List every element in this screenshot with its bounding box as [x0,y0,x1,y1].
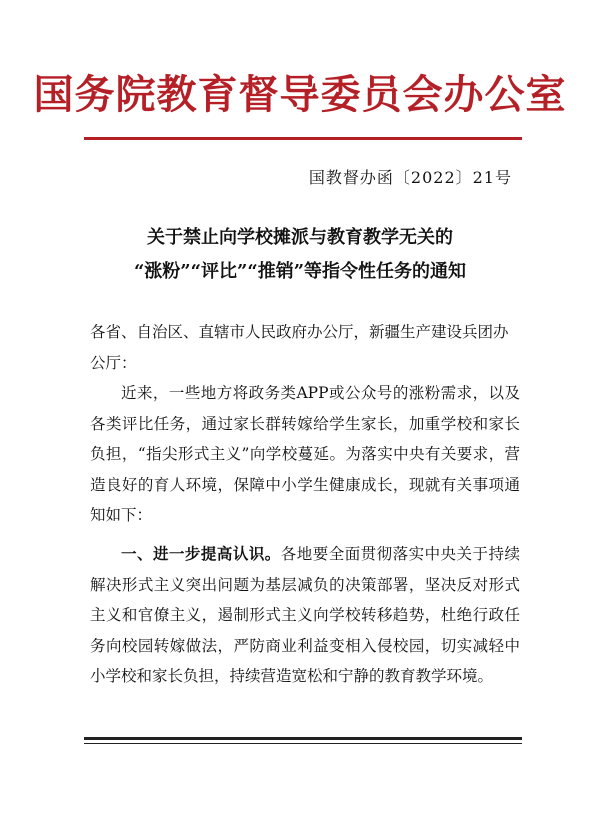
document-title-line-2: “涨粉”“评比”“推销”等指令性任务的通知 [133,261,467,282]
document-title-line-1: 关于禁止向学校摊派与教育教学无关的 [147,227,453,248]
footer-thick-rule [84,737,522,740]
issuing-office-header: 国务院教育督导委员会办公室 [33,71,567,118]
document-number: 国教督办函〔2022〕21号 [308,168,512,187]
body-paragraph-1: 近来，一些地方将政务类APP或公众号的涨粉需求，以及各类评比任务，通过家长群转嫁给学生家长，加重学校和家长负担，“指尖形式主义”向学校蔓延。为落实中央有关要求，营造良好的育人环境，保障中小学生健康成长，现就有关事项通知如下： [90,384,520,524]
addressee: 各省、自治区、直辖市人民政府办公厅，新疆生产建设兵团办公厅： [90,323,509,372]
header-red-rule [84,137,522,140]
footer-thin-rule [84,743,522,744]
section-heading: 一、进一步提高认识。 [121,544,281,563]
section-text: 各地要全面贯彻落实中央关于持续解决形式主义突出问题为基层减负的决策部署，坚决反对形式主义和官僚主义，遏制形式主义向学校转移趋势，杜绝行政任务向校园转嫁做法，严防商业利益变相入侵校园，切实减轻中小学校和家长负担，持续营造宽松和宁静的教育教学环境。 [90,545,520,685]
body-paragraph-2 [90,539,520,692]
